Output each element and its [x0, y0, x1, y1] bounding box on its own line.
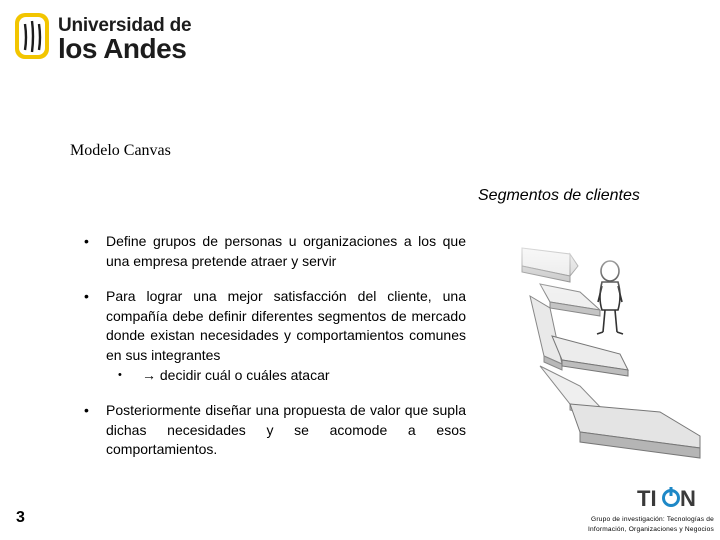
bullet-text: Para lograr una mejor satisfacción del cliente, una compañía debe definir diferentes segmentos de mercado donde existan necesidades y comportamientos comunes en sus integrantes: [106, 288, 466, 363]
sub-bullet-item: [84, 366, 466, 386]
bullet-item: [84, 287, 466, 365]
logo-text-line2: los Andes: [58, 33, 187, 64]
bullet-item: [84, 232, 466, 271]
footer-caption-line1: Grupo de investigación: Tecnologías de: [591, 516, 714, 523]
slide-subtitle: Segmentos de clientes: [478, 187, 640, 204]
bullet-dot: •: [84, 402, 89, 419]
footer-caption: [570, 515, 714, 535]
sub-bullet-dot: •: [118, 368, 122, 381]
svg-text:N: N: [680, 486, 696, 511]
bullet-dot: •: [84, 233, 89, 249]
svg-text:TI: TI: [637, 486, 657, 511]
bullet-text: Define grupos de personas u organizaciones a los que una empresa pretende atraer y servir: [106, 233, 466, 269]
tion-logo: [637, 484, 701, 512]
footer-caption-line2: Información, Organizaciones y Negocios: [588, 526, 714, 533]
bullet-text: Posteriormente diseñar una propuesta de valor que supla dichas necesidades y se acomode a esos comportamientos.: [106, 402, 466, 458]
bullet-list: [84, 232, 466, 476]
sub-bullet-text: decidir cuál o cuáles atacar: [159, 366, 330, 383]
slide-title: Modelo Canvas: [70, 142, 171, 159]
arrow-icon: →: [142, 366, 156, 383]
university-shield-icon: [14, 12, 50, 60]
bullet-dot: •: [84, 288, 89, 305]
logo-text-line1: Universidad de: [58, 15, 192, 36]
university-logo: [14, 12, 192, 64]
segments-illustration: [510, 236, 710, 466]
bullet-item: [84, 401, 466, 460]
page-number: 3: [16, 509, 25, 526]
